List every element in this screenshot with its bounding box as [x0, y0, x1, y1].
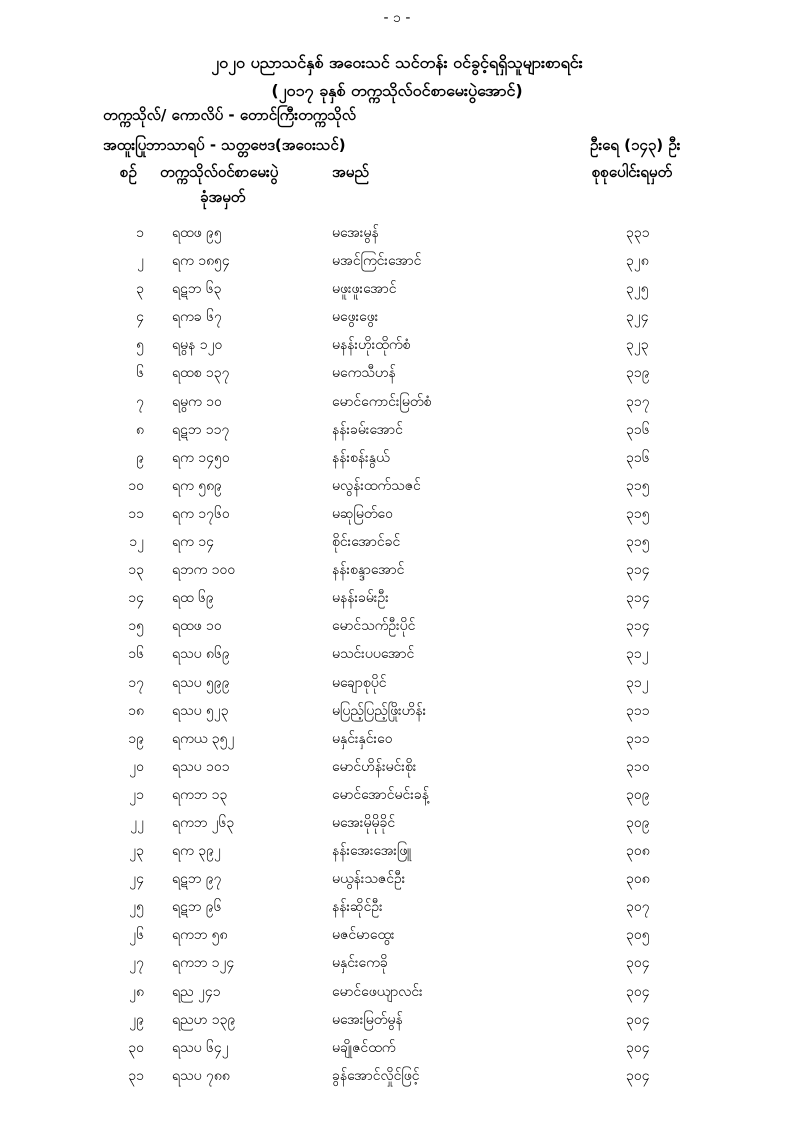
roll-number: ရသပ ၈၆၉ [172, 646, 230, 663]
page-number: - ၁ - [383, 10, 411, 26]
total-marks: ၃၁၇ [626, 393, 650, 410]
header-no: စဉ် [120, 163, 137, 181]
student-name: မချိုဇင်ထက် [332, 1039, 396, 1056]
total-marks: ၃၁၀ [626, 758, 650, 775]
total-marks: ၃၁၆ [626, 449, 650, 466]
total-marks: ၃၀၄ [626, 983, 650, 1000]
row-number: ၉ [136, 449, 144, 466]
total-marks: ၃၀၉ [626, 786, 650, 803]
row-number: ၂၅ [129, 899, 144, 916]
student-list [0, 219, 794, 1090]
total-marks: ၃၀၄ [626, 955, 650, 972]
row-number: ၂၀ [129, 758, 144, 775]
row-number: ၁၄ [128, 590, 144, 607]
row-number: ၂၄ [129, 871, 144, 888]
document-subtitle: (၂၀၁၇ ခုနှစ် တက္ကသိုလ်ဝင်စာမေးပွဲအောင်) [271, 81, 523, 100]
table-row [0, 528, 794, 556]
total-marks: ၃၀၅ [626, 927, 650, 944]
student-name: မောင်ဖေယျာလင်း [332, 983, 423, 1000]
student-name: မကေသီဟန် [332, 365, 396, 382]
row-number: ၁၆ [128, 646, 144, 663]
row-number: ၃၁ [128, 1067, 144, 1084]
row-number: ၁ [136, 225, 144, 241]
header-name: အမည် [332, 163, 369, 181]
table-row [0, 725, 794, 753]
roll-number: ရည ၂၄၁ [172, 983, 221, 1000]
roll-number: ရမွန ၁၂၀ [172, 337, 223, 354]
roll-number: ရထ ၆၉ [172, 590, 214, 607]
row-number: ၁၁ [128, 505, 144, 522]
table-row [0, 921, 794, 949]
student-name: စိုင်းအောင်ခင် [332, 534, 401, 551]
row-number: ၃၀ [128, 1039, 144, 1056]
total-marks: ၃၀၈ [626, 843, 650, 860]
row-number: ၂၉ [129, 1011, 144, 1028]
table-row [0, 1062, 794, 1090]
table-row [0, 556, 794, 584]
total-marks: ၃၁၂ [626, 674, 649, 691]
roll-number: ရထဖ ၉၅ [172, 225, 222, 241]
total-marks: ၃၃၁ [626, 225, 650, 241]
total-marks: ၃၁၄ [626, 618, 650, 635]
table-row [0, 837, 794, 865]
total-marks: ၃၁၂ [626, 646, 649, 663]
roll-number: ရထဖ ၁၀ [172, 618, 222, 635]
roll-number: ရဋဘ ၉၆ [172, 899, 222, 916]
student-name: နန်းခမ်းအောင် [332, 421, 403, 438]
row-number: ၄ [136, 309, 144, 326]
table-row [0, 416, 794, 444]
row-number: ၆ [136, 365, 144, 382]
table-row [0, 388, 794, 416]
roll-number: ရသပ ၅၉၉ [172, 674, 230, 691]
student-name: မဆုမြတ်ဝေ [332, 505, 393, 522]
student-name: မသင်းပပအောင် [332, 646, 415, 663]
total-marks: ၃၂၄ [626, 309, 649, 326]
header-total-marks: စုစုပေါင်းရမှတ် [592, 163, 673, 181]
student-name: မအင်ကြင်းအောင် [332, 253, 422, 270]
roll-number: ရမွက ၁၀ [172, 393, 222, 410]
total-marks: ၃၀၉ [626, 814, 650, 831]
total-marks: ၃၁၆ [626, 421, 650, 438]
table-row [0, 669, 794, 697]
row-number: ၂ [137, 253, 144, 270]
student-name: နန်းအေးအေးဖြူ [332, 843, 412, 860]
table-row [0, 500, 794, 528]
major-line: အထူးပြုဘာသာရပ် - သတ္တဗေဒ(အဝေးသင်) [103, 136, 346, 154]
table-row [0, 781, 794, 809]
row-number: ၁၇ [128, 674, 144, 691]
document-title: ၂၀၂၀ ပညာသင်နှစ် အဝေးသင် သင်တန်း ဝင်ခွင့်ရရှိသူများစာရင်း [211, 53, 583, 72]
student-name: မောင်ကောင်းမြတ်စံ [332, 393, 432, 410]
row-number: ၁၂ [129, 534, 144, 551]
roll-number: ရက ၁၄၅၀ [172, 449, 230, 466]
student-name: မနှင်းနှင်းဝေ [332, 730, 393, 747]
table-row [0, 640, 794, 668]
student-name: မနန်းခမ်းဦး [332, 590, 389, 607]
student-name: မဇင်မာထွေး [332, 927, 395, 944]
row-number: ၂၆ [129, 927, 144, 944]
total-marks: ၃၁၅ [626, 477, 650, 494]
student-name: မအေးမြတ်မွန် [332, 1011, 403, 1028]
row-number: ၂၇ [129, 955, 144, 972]
total-marks: ၃၀၇ [626, 899, 650, 916]
student-name: နန်းစန္ဒာအောင် [332, 562, 405, 579]
row-number: ၃ [136, 281, 144, 298]
table-row [0, 1034, 794, 1062]
table-row [0, 275, 794, 303]
total-marks: ၃၀၄ [626, 1011, 650, 1028]
table-row [0, 247, 794, 275]
roll-number: ရက ၃၉၂ [172, 843, 221, 860]
row-number: ၁၈ [128, 702, 144, 719]
total-marks: ၃၁၉ [626, 365, 650, 382]
total-marks: ၃၁၄ [626, 562, 650, 579]
student-name: မောင်သက်ဦးပိုင် [332, 618, 416, 635]
row-number: ၁၉ [128, 730, 144, 747]
roll-number: ရသပ ၁၀၁ [172, 758, 230, 775]
table-row [0, 865, 794, 893]
row-number: ၇ [136, 393, 144, 410]
total-marks: ၃၁၄ [626, 590, 650, 607]
total-marks: ၃၁၁ [626, 702, 650, 719]
roll-number: ရသပ ၇၈၈ [172, 1067, 230, 1084]
total-marks: ၃၂၃ [626, 337, 649, 354]
total-marks: ၃၁၅ [626, 505, 650, 522]
total-marks: ၃၁၅ [626, 534, 650, 551]
roll-number: ရဋဘ ၆၃ [172, 281, 222, 298]
table-row [0, 584, 794, 612]
total-marks: ၃၀၄ [626, 1039, 650, 1056]
student-name: မအေးမွန် [332, 225, 379, 241]
total-marks: ၃၁၁ [626, 730, 650, 747]
student-name: မဖွေးဖွေး [332, 309, 379, 326]
roll-number: ရသပ ၅၂၃ [172, 702, 229, 719]
table-row [0, 444, 794, 472]
table-row [0, 809, 794, 837]
roll-number: ရသပ ၆၄၂ [172, 1039, 229, 1056]
table-row [0, 893, 794, 921]
roll-number: ရညဟ ၁၃၉ [172, 1011, 236, 1028]
row-number: ၈ [136, 421, 144, 438]
table-row [0, 331, 794, 359]
student-name: မပြည့်ပြည့်ဖြိုးဟိန်း [332, 702, 427, 719]
table-row [0, 612, 794, 640]
roll-number: ရကခ ၆၇ [172, 309, 222, 326]
student-name: ခွန်အောင်လှိုင်ဖြင့် [332, 1067, 420, 1084]
university-line: တက္ကသိုလ်/ ကောလိပ် - တောင်ကြီးတက္ကသိုလ် [103, 106, 356, 124]
table-row [0, 978, 794, 1006]
student-name: မနန်းဟိုးထိုက်စံ [332, 337, 411, 354]
roll-number: ရကယ ၃၅၂ [172, 730, 235, 747]
total-marks: ၃၂၅ [626, 281, 649, 298]
student-name: မနှင်းကေခို [332, 955, 388, 972]
roll-number: ရက ၁၄ [172, 534, 214, 551]
total-marks: ၃၂၈ [626, 253, 649, 270]
student-name: မဖူးဖူးအောင် [332, 281, 397, 298]
row-number: ၂၁ [129, 786, 144, 803]
row-number: ၂၈ [129, 983, 144, 1000]
roll-number: ရဋဘ ၉၇ [172, 871, 222, 888]
table-row [0, 472, 794, 500]
header-roll-number: တက္ကသိုလ်ဝင်စာမေးပွဲ [160, 163, 279, 181]
student-name: မယွန်းသဇင်ဦး [332, 871, 406, 888]
roll-number: ရကဘ ၅၈ [172, 927, 228, 944]
student-name: မောင်အောင်မင်းခန့် [332, 786, 429, 803]
student-name: နန်းဆိုင်ဦး [332, 899, 383, 916]
table-row [0, 949, 794, 977]
row-number: ၂၃ [129, 843, 144, 860]
roll-number: ရကဘ ၁၃ [172, 786, 228, 803]
row-number: ၅ [136, 337, 144, 354]
header-roll-number-line2: ခုံအမှတ် [200, 188, 246, 206]
table-row [0, 1006, 794, 1034]
total-count: ဦးရေ (၁၄၃) ဦး [590, 136, 681, 154]
table-row [0, 219, 794, 247]
total-marks: ၃၀၄ [626, 1067, 650, 1084]
table-row [0, 359, 794, 387]
roll-number: ရဘက ၁၀၀ [172, 562, 236, 579]
table-row [0, 697, 794, 725]
roll-number: ရက ၁၇၆၀ [172, 505, 230, 522]
row-number: ၁၃ [128, 562, 144, 579]
row-number: ၁၀ [128, 477, 144, 494]
roll-number: ရထစ ၁၃၇ [172, 365, 230, 382]
table-row [0, 753, 794, 781]
row-number: ၂၂ [130, 814, 144, 831]
roll-number: ရက ၅၈၉ [172, 477, 222, 494]
student-name: နန်းစန်းနွယ် [332, 449, 390, 466]
student-name: မအေးမိုမိုခိုင် [332, 814, 396, 831]
total-marks: ၃၀၈ [626, 871, 650, 888]
row-number: ၁၅ [128, 618, 144, 635]
student-name: မောင်ဟိန်းမင်းစိုး [332, 758, 417, 775]
student-name: မလွန်းထက်သဇင် [332, 477, 421, 494]
student-name: မချောစုပိုင် [332, 674, 387, 691]
roll-number: ရဋဘ ၁၁၇ [172, 421, 230, 438]
roll-number: ရကဘ ၁၂၄ [172, 955, 235, 972]
table-row [0, 303, 794, 331]
roll-number: ရက ၁၈၅၄ [172, 253, 230, 270]
roll-number: ရကဘ ၂၆၃ [172, 814, 235, 831]
